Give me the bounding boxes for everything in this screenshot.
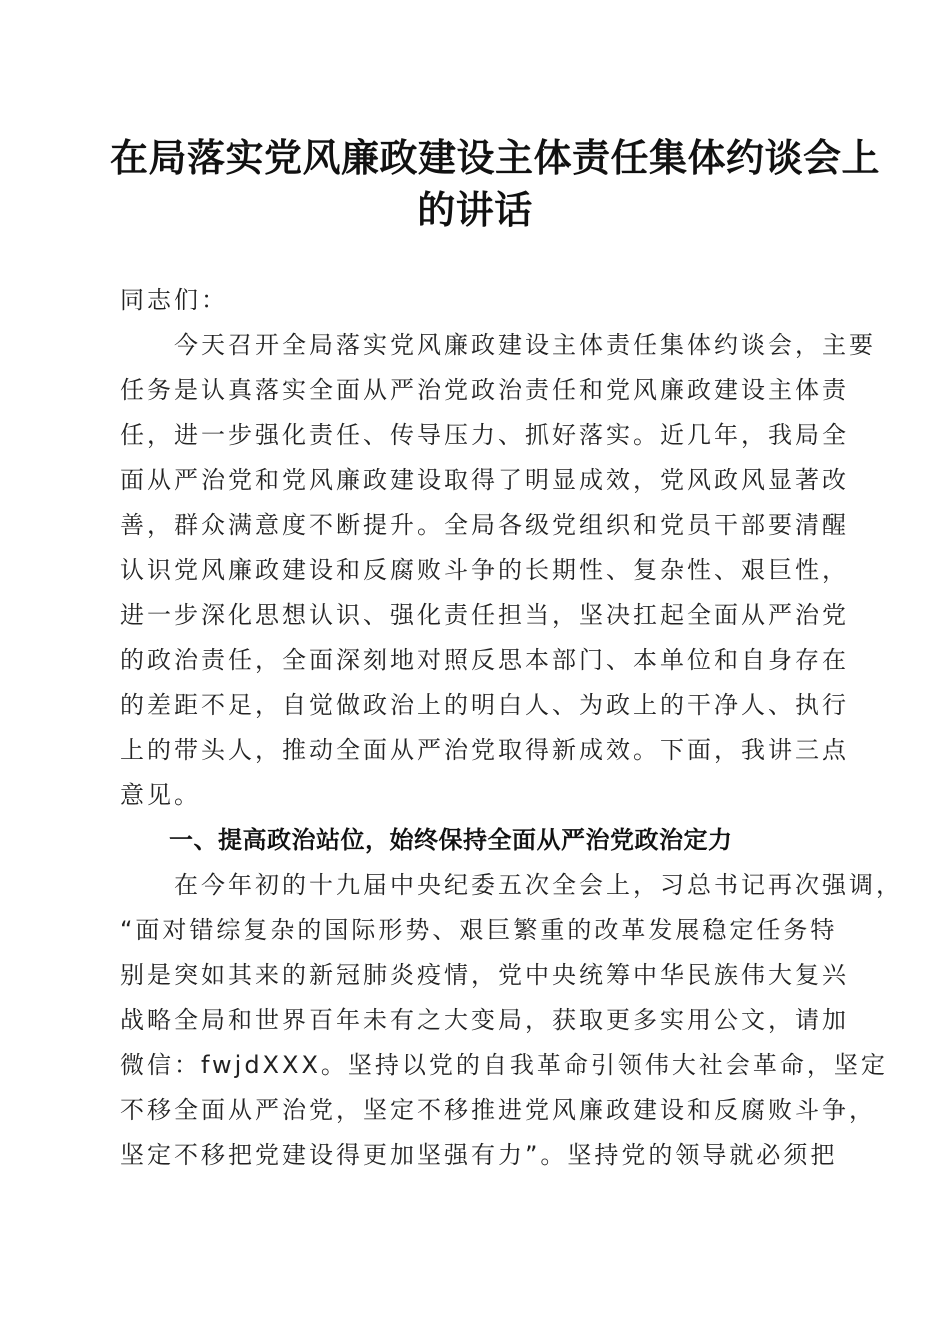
text-line: 别是突如其来的新冠肺炎疫情，党中央统筹中华民族伟大复兴 xyxy=(120,961,849,989)
document-title xyxy=(110,132,881,236)
text-line: 面从严治党和党风廉政建设取得了明显成效，党风政风显著改 xyxy=(120,466,849,494)
text-line: “面对错综复杂的国际形势、艰巨繁重的改革发展稳定任务特 xyxy=(120,916,838,944)
text-line: 任务是认真落实全面从严治党政治责任和党风廉政建设主体责 xyxy=(120,376,849,404)
paragraph-1 xyxy=(120,323,876,818)
section-heading-1: 一、提高政治站位，始终保持全面从严治党政治定力 xyxy=(120,826,733,854)
text-line: 善，群众满意度不断提升。全局各级党组织和党员干部要清醒 xyxy=(120,511,849,539)
text-line: 在今年初的十九届中央纪委五次全会上，习总书记再次强调， xyxy=(120,871,903,899)
text-line: 不移全面从严治党，坚定不移推进党风廉政建设和反腐败斗争， xyxy=(120,1096,876,1124)
text-line: 进一步深化思想认识、强化责任担当，坚决扛起全面从严治党 xyxy=(120,601,849,629)
title-line: 在局落实党风廉政建设主体责任集体约谈会上 xyxy=(110,135,881,180)
text-line: 上的带头人，推动全面从严治党取得新成效。下面，我讲三点 xyxy=(120,736,849,764)
text-line: 坚定不移把党建设得更加坚强有力”。坚持党的领导就必须把 xyxy=(120,1141,838,1169)
text-line: 微信：fwjdXXX。坚持以党的自我革命引领伟大社会革命，坚定 xyxy=(120,1051,888,1079)
text-line: 的差距不足，自觉做政治上的明白人、为政上的干净人、执行 xyxy=(120,691,849,719)
greeting: 同志们： xyxy=(120,286,228,314)
text-line: 今天召开全局落实党风廉政建设主体责任集体约谈会，主要 xyxy=(120,331,876,359)
text-line: 任，进一步强化责任、传导压力、抓好落实。近几年，我局全 xyxy=(120,421,849,449)
document-body xyxy=(120,278,903,1178)
text-line: 认识党风廉政建设和反腐败斗争的长期性、复杂性、艰巨性， xyxy=(120,556,849,584)
text-line: 战略全局和世界百年未有之大变局，获取更多实用公文，请加 xyxy=(120,1006,849,1034)
text-line: 意见。 xyxy=(120,781,201,809)
paragraph-2 xyxy=(120,863,903,1178)
title-line: 的讲话 xyxy=(417,187,533,232)
text-line: 的政治责任，全面深刻地对照反思本部门、本单位和自身存在 xyxy=(120,646,849,674)
